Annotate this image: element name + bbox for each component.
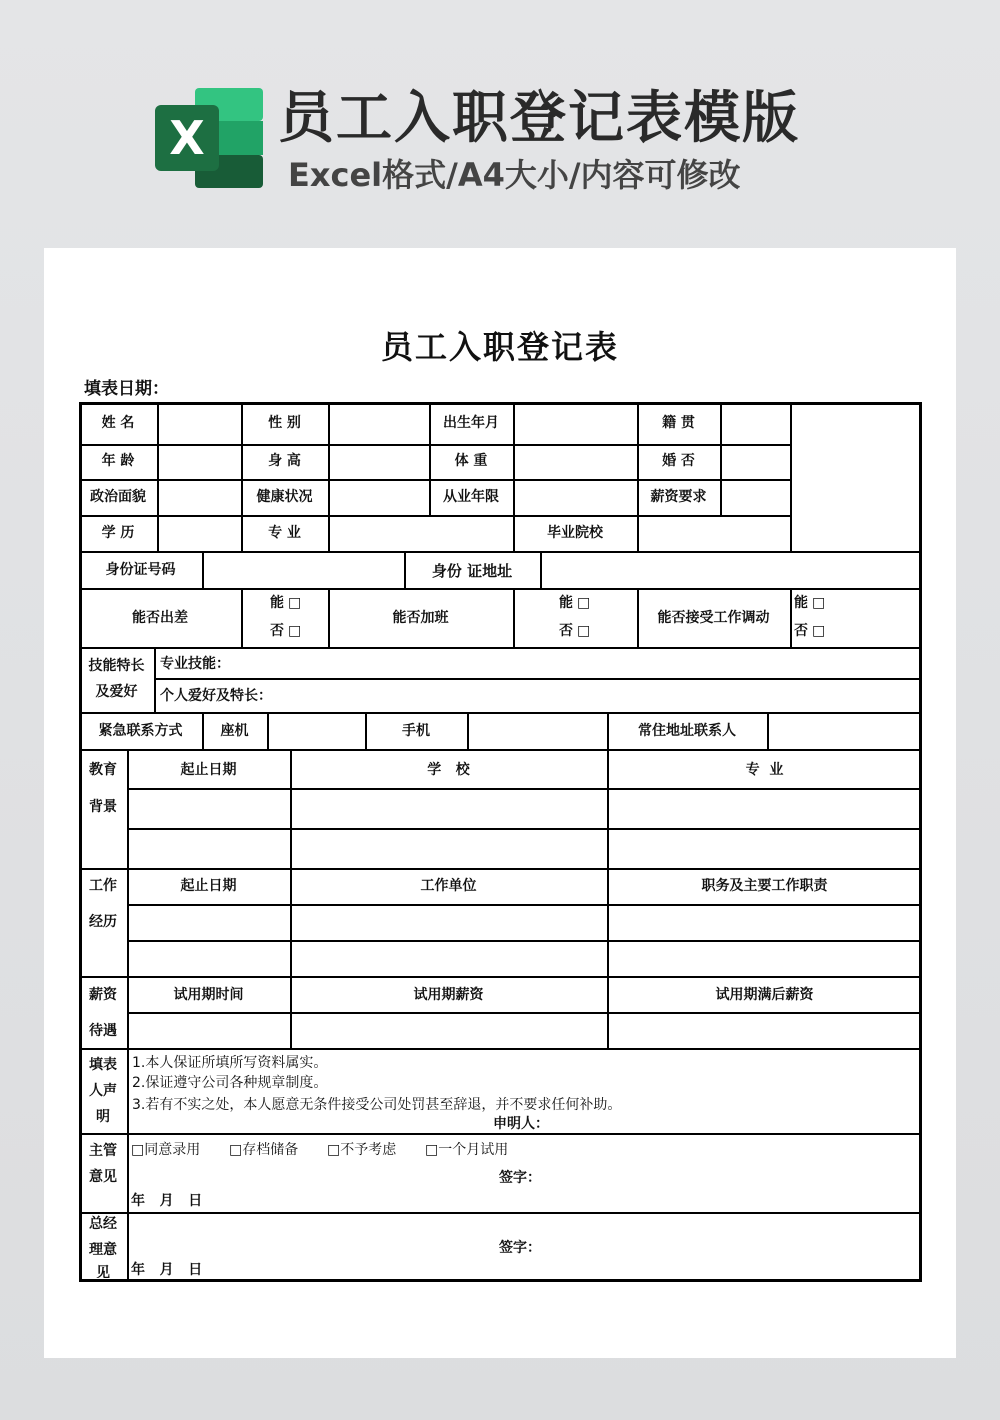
label-declaration-line3: 明 [96, 1109, 110, 1125]
label-transfer: 能否接受工作调动 [657, 610, 770, 626]
supervisor-signature: 签字： [499, 1170, 541, 1186]
label-work-line1: 工作 [89, 878, 117, 894]
work-header-employer: 工作单位 [420, 878, 477, 894]
label-birth: 出生年月 [443, 415, 499, 431]
label-salary-line2: 待遇 [89, 1023, 117, 1039]
label-hobbies: 个人爱好及特长： [160, 688, 272, 704]
label-emergency: 紧急联系方式 [98, 723, 183, 739]
label-supervisor-line1: 主管 [89, 1143, 117, 1159]
transfer-no-checkbox[interactable]: □ [812, 623, 826, 639]
logo-letter: X [169, 111, 205, 165]
label-education: 学 历 [101, 525, 135, 541]
label-mobile: 手机 [402, 723, 430, 739]
label-id-address: 身份 证地址 [431, 562, 513, 580]
declaration-item-3: 3.若有不实之处，本人愿意无条件接受公司处罚甚至辞退，并不要求任何补助。 [132, 1097, 622, 1113]
document-title: 员工入职登记表 [380, 328, 619, 366]
label-graduated-from: 毕业院校 [547, 525, 603, 541]
declaration-signer: 申明人： [493, 1116, 549, 1132]
label-gm-line2: 理意 [89, 1242, 117, 1258]
banner-subtitle: Excel格式/A4大小/内容可修改 [288, 156, 741, 194]
supervisor-option-reject[interactable]: □不予考虑 [327, 1142, 397, 1158]
supervisor-date: 年 月 日 [131, 1193, 203, 1209]
work-header-period: 起止日期 [180, 878, 237, 894]
label-declaration-line2: 人声 [89, 1083, 117, 1099]
salary-header-regular-salary: 试用期满后薪资 [715, 987, 814, 1003]
overtime-no-checkbox[interactable]: □ [577, 623, 591, 639]
label-gender: 性 别 [268, 415, 301, 431]
label-resident-contact: 常住地址联系人 [638, 723, 736, 739]
transfer-yes-label: 能 [794, 595, 808, 611]
label-work-line2: 经历 [89, 914, 117, 930]
declaration-item-2: 2.保证遵守公司各种规章制度。 [132, 1075, 328, 1091]
label-travel: 能否出差 [132, 610, 188, 626]
work-header-duties: 职务及主要工作职责 [701, 878, 828, 894]
salary-header-probation-period: 试用期时间 [173, 987, 244, 1003]
travel-no-label: 否 [270, 623, 284, 639]
supervisor-option-trial[interactable]: □一个月试用 [425, 1142, 509, 1158]
label-education-bg-line1: 教育 [89, 762, 117, 778]
gm-date: 年 月 日 [131, 1262, 203, 1278]
salary-header-probation-salary: 试用期薪资 [413, 987, 484, 1003]
label-marital: 婚 否 [662, 453, 695, 469]
label-height: 身 高 [268, 453, 301, 469]
declaration-item-1: 1.本人保证所填所写资料属实。 [132, 1055, 328, 1071]
label-political: 政治面貌 [90, 489, 146, 505]
label-skills-line1: 技能特长 [88, 658, 145, 674]
travel-yes-label: 能 [270, 595, 284, 611]
edu-header-period: 起止日期 [180, 762, 237, 778]
travel-no-checkbox[interactable]: □ [288, 623, 302, 639]
edu-header-major: 专 业 [745, 762, 784, 778]
supervisor-option-hire[interactable]: □同意录用 [131, 1142, 201, 1158]
label-health: 健康状况 [256, 489, 313, 505]
transfer-yes-checkbox[interactable]: □ [812, 595, 826, 611]
overtime-no-label: 否 [559, 623, 573, 639]
label-supervisor-line2: 意见 [89, 1169, 117, 1185]
gm-signature: 签字： [499, 1240, 541, 1256]
label-id-number: 身份证号码 [105, 562, 176, 578]
label-landline: 座机 [220, 723, 249, 739]
edu-header-school: 学 校 [427, 762, 470, 778]
label-education-bg-line2: 背景 [89, 799, 117, 815]
travel-yes-checkbox[interactable]: □ [288, 595, 302, 611]
transfer-no-label: 否 [794, 623, 808, 639]
label-work-years: 从业年限 [443, 489, 499, 505]
label-skills-line2: 及爱好 [95, 684, 138, 700]
fill-date-label: 填表日期： [84, 379, 169, 399]
label-major: 专 业 [268, 525, 301, 541]
label-overtime: 能否加班 [392, 610, 449, 626]
overtime-yes-label: 能 [559, 595, 573, 611]
banner-title: 员工入职登记表模版 [278, 86, 800, 151]
label-native-place: 籍 贯 [662, 415, 695, 431]
label-name: 姓 名 [101, 415, 135, 431]
overtime-yes-checkbox[interactable]: □ [577, 595, 591, 611]
label-salary-line1: 薪资 [89, 987, 117, 1003]
label-declaration-line1: 填表 [89, 1057, 117, 1073]
supervisor-option-archive[interactable]: □存档储备 [229, 1142, 299, 1158]
label-weight: 体 重 [454, 453, 488, 469]
label-salary-req: 薪资要求 [650, 489, 707, 505]
label-gm-line1: 总经 [89, 1216, 117, 1232]
label-age: 年 龄 [101, 453, 135, 469]
label-gm-line3: 见 [96, 1265, 110, 1278]
label-professional-skills: 专业技能： [160, 656, 230, 672]
